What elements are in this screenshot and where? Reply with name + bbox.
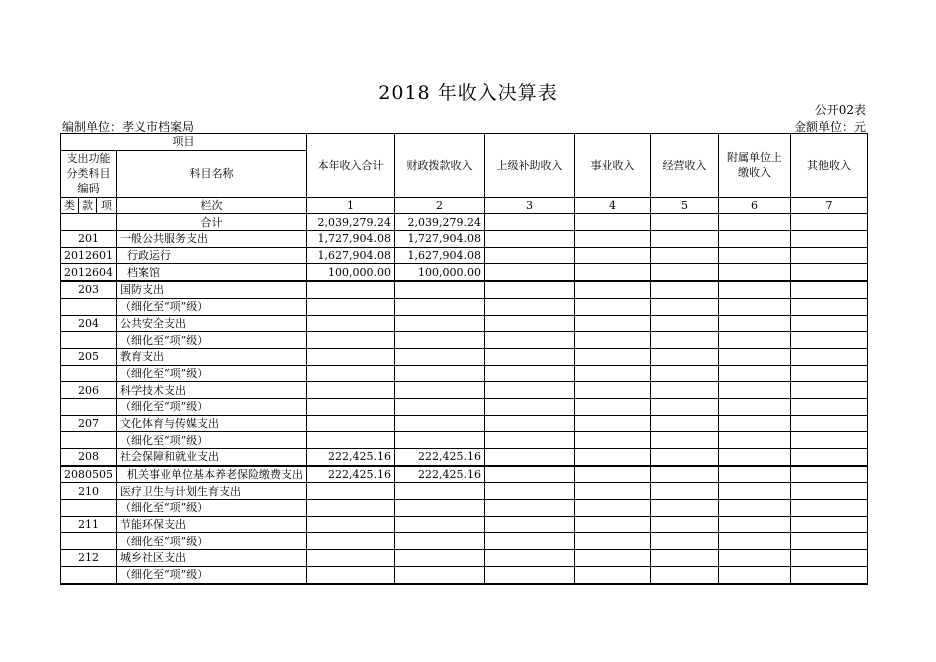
row-value-7 (791, 348, 868, 365)
row-code (61, 298, 117, 315)
total-label: 合计 (117, 214, 307, 231)
row-value-2 (395, 298, 485, 315)
header-func-code: 支出功能分类科目编码 (61, 150, 117, 197)
row-value-6 (719, 432, 791, 449)
row-value-3 (485, 247, 575, 264)
row-value-3 (485, 483, 575, 500)
row-value-1 (307, 533, 395, 550)
row-value-3 (485, 281, 575, 298)
row-value-1 (307, 483, 395, 500)
row-value-5 (651, 348, 719, 365)
row-value-3 (485, 348, 575, 365)
row-code (61, 500, 117, 517)
table-row (61, 533, 868, 550)
row-value-7 (791, 500, 868, 517)
compiling-unit: 编制单位：孝义市档案局 (62, 120, 195, 134)
row-value-2: 222,425.16 (395, 466, 485, 483)
table-row (61, 264, 868, 281)
row-code: 212 (61, 550, 117, 567)
row-subject-name: 社会保障和就业支出 (117, 449, 307, 466)
row-value-4 (575, 500, 651, 517)
row-value-7 (791, 365, 868, 382)
row-value-6 (719, 516, 791, 533)
row-value-4 (575, 264, 651, 281)
row-value-1: 1,627,904.08 (307, 247, 395, 264)
row-code: 210 (61, 483, 117, 500)
row-value-5 (651, 550, 719, 567)
row-value-3 (485, 382, 575, 399)
row-subject-name: 节能环保支出 (117, 516, 307, 533)
header-col-4: 事业收入 (575, 134, 651, 198)
row-value-6 (719, 566, 791, 583)
row-value-5 (651, 432, 719, 449)
row-value-2: 1,727,904.08 (395, 231, 485, 248)
row-value-5 (651, 566, 719, 583)
row-value-2 (395, 365, 485, 382)
header-col-2: 财政拨款收入 (395, 134, 485, 198)
row-value-4 (575, 415, 651, 432)
row-value-2 (395, 500, 485, 517)
row-value-7 (791, 550, 868, 567)
col-num-1: 1 (307, 197, 395, 214)
income-table (60, 133, 868, 585)
row-value-4 (575, 449, 651, 466)
total-value-1: 2,039,279.24 (307, 214, 395, 231)
row-subject-name: 一般公共服务支出 (117, 231, 307, 248)
row-subject-name: 行政运行 (117, 247, 307, 264)
row-value-4 (575, 332, 651, 349)
row-value-3 (485, 500, 575, 517)
row-code: 206 (61, 382, 117, 399)
row-value-3 (485, 398, 575, 415)
row-value-6 (719, 315, 791, 332)
row-value-4 (575, 281, 651, 298)
row-value-1: 222,425.16 (307, 449, 395, 466)
row-value-7 (791, 398, 868, 415)
row-value-2 (395, 516, 485, 533)
header-col-5: 经营收入 (651, 134, 719, 198)
row-code: 207 (61, 415, 117, 432)
row-value-6 (719, 466, 791, 483)
row-code: 201 (61, 231, 117, 248)
table-row (61, 247, 868, 264)
row-value-7 (791, 315, 868, 332)
row-code (61, 533, 117, 550)
col-num-7: 7 (791, 197, 868, 214)
row-value-1 (307, 298, 395, 315)
table-row (61, 281, 868, 298)
row-value-7 (791, 533, 868, 550)
row-code: 2012601 (61, 247, 117, 264)
row-value-5 (651, 247, 719, 264)
row-value-5 (651, 466, 719, 483)
row-value-7 (791, 247, 868, 264)
row-value-6 (719, 415, 791, 432)
row-value-7 (791, 231, 868, 248)
table-row (61, 566, 868, 583)
row-value-3 (485, 550, 575, 567)
table-row (61, 415, 868, 432)
table-row (61, 466, 868, 483)
row-value-3 (485, 365, 575, 382)
row-subject-name: 档案馆 (117, 264, 307, 281)
row-value-7 (791, 483, 868, 500)
row-code (61, 332, 117, 349)
row-value-1 (307, 566, 395, 583)
row-value-2 (395, 550, 485, 567)
row-value-4 (575, 432, 651, 449)
row-value-4 (575, 550, 651, 567)
row-value-1 (307, 500, 395, 517)
row-value-5 (651, 382, 719, 399)
row-value-3 (485, 298, 575, 315)
row-value-7 (791, 281, 868, 298)
total-value-3 (485, 214, 575, 231)
row-subject-name: 国防支出 (117, 281, 307, 298)
row-value-3 (485, 264, 575, 281)
row-value-2: 100,000.00 (395, 264, 485, 281)
row-value-6 (719, 500, 791, 517)
row-value-7 (791, 516, 868, 533)
row-value-6 (719, 231, 791, 248)
row-value-2 (395, 315, 485, 332)
row-value-6 (719, 550, 791, 567)
row-value-7 (791, 432, 868, 449)
row-value-6 (719, 247, 791, 264)
row-value-5 (651, 298, 719, 315)
row-value-2: 222,425.16 (395, 449, 485, 466)
row-value-1 (307, 365, 395, 382)
row-value-3 (485, 566, 575, 583)
row-value-1 (307, 348, 395, 365)
table-row (61, 348, 868, 365)
table-row (61, 315, 868, 332)
row-subject-name: （细化至“项”级） (117, 432, 307, 449)
row-value-6 (719, 483, 791, 500)
row-value-3 (485, 466, 575, 483)
row-value-1: 222,425.16 (307, 466, 395, 483)
header-xiang: 项 (97, 197, 117, 214)
total-value-5 (651, 214, 719, 231)
row-value-6 (719, 382, 791, 399)
row-value-7 (791, 382, 868, 399)
row-value-5 (651, 398, 719, 415)
table-row (61, 231, 868, 248)
row-subject-name: 公共安全支出 (117, 315, 307, 332)
col-num-3: 3 (485, 197, 575, 214)
row-value-5 (651, 533, 719, 550)
row-value-3 (485, 315, 575, 332)
row-value-1 (307, 432, 395, 449)
row-value-1 (307, 281, 395, 298)
row-value-2 (395, 432, 485, 449)
row-value-2 (395, 533, 485, 550)
row-code (61, 398, 117, 415)
col-num-4: 4 (575, 197, 651, 214)
row-value-3 (485, 332, 575, 349)
row-value-7 (791, 298, 868, 315)
amount-unit: 金额单位：元 (793, 120, 866, 134)
row-value-4 (575, 398, 651, 415)
row-value-2 (395, 382, 485, 399)
row-value-7 (791, 449, 868, 466)
row-value-2 (395, 415, 485, 432)
row-subject-name: 教育支出 (117, 348, 307, 365)
row-code: 204 (61, 315, 117, 332)
row-value-7 (791, 566, 868, 583)
table-row (61, 516, 868, 533)
row-value-4 (575, 483, 651, 500)
row-value-6 (719, 449, 791, 466)
row-value-4 (575, 533, 651, 550)
row-subject-name: （细化至“项”级） (117, 298, 307, 315)
header-col-7: 其他收入 (791, 134, 868, 198)
row-code (61, 432, 117, 449)
table-row (61, 365, 868, 382)
row-value-1: 1,727,904.08 (307, 231, 395, 248)
table-row (61, 550, 868, 567)
row-value-4 (575, 365, 651, 382)
row-value-5 (651, 332, 719, 349)
table-row (61, 449, 868, 466)
table-row (61, 432, 868, 449)
lanci-label: 栏次 (117, 197, 307, 214)
table-row (61, 382, 868, 399)
row-subject-name: （细化至“项”级） (117, 533, 307, 550)
row-value-7 (791, 466, 868, 483)
row-value-7 (791, 415, 868, 432)
row-value-6 (719, 264, 791, 281)
header-project: 项目 (61, 134, 307, 151)
row-code (61, 566, 117, 583)
row-value-4 (575, 315, 651, 332)
row-value-6 (719, 332, 791, 349)
row-value-1 (307, 415, 395, 432)
row-subject-name: 文化体育与传媒支出 (117, 415, 307, 432)
row-value-2 (395, 281, 485, 298)
header-col-6: 附属单位上缴收入 (719, 134, 791, 198)
table-row (61, 500, 868, 517)
row-value-1 (307, 398, 395, 415)
row-value-1 (307, 315, 395, 332)
row-value-3 (485, 449, 575, 466)
row-value-2 (395, 348, 485, 365)
total-value-6 (719, 214, 791, 231)
header-col-3: 上级补助收入 (485, 134, 575, 198)
row-subject-name: 城乡社区支出 (117, 550, 307, 567)
row-subject-name: 机关事业单位基本养老保险缴费支出 (117, 466, 307, 483)
row-code (61, 365, 117, 382)
row-subject-name: （细化至“项”级） (117, 500, 307, 517)
table-row (61, 483, 868, 500)
row-value-3 (485, 415, 575, 432)
row-subject-name: （细化至“项”级） (117, 332, 307, 349)
row-value-4 (575, 231, 651, 248)
row-value-5 (651, 500, 719, 517)
row-value-3 (485, 432, 575, 449)
col-num-6: 6 (719, 197, 791, 214)
table-row (61, 298, 868, 315)
header-col-1: 本年收入合计 (307, 134, 395, 198)
header-lei: 类 (61, 197, 79, 214)
row-value-6 (719, 348, 791, 365)
row-value-1 (307, 382, 395, 399)
row-value-7 (791, 332, 868, 349)
row-value-2 (395, 566, 485, 583)
row-code: 203 (61, 281, 117, 298)
row-value-2 (395, 332, 485, 349)
row-code: 205 (61, 348, 117, 365)
row-value-4 (575, 247, 651, 264)
row-subject-name: 医疗卫生与计划生育支出 (117, 483, 307, 500)
row-value-4 (575, 298, 651, 315)
row-value-1 (307, 332, 395, 349)
total-value-2: 2,039,279.24 (395, 214, 485, 231)
row-value-6 (719, 398, 791, 415)
row-value-3 (485, 231, 575, 248)
total-value-7 (791, 214, 868, 231)
row-value-2 (395, 398, 485, 415)
row-value-4 (575, 466, 651, 483)
row-value-5 (651, 264, 719, 281)
row-value-5 (651, 281, 719, 298)
row-value-5 (651, 449, 719, 466)
row-value-4 (575, 348, 651, 365)
row-value-1 (307, 550, 395, 567)
row-value-6 (719, 281, 791, 298)
row-value-7 (791, 264, 868, 281)
row-value-4 (575, 382, 651, 399)
row-code: 2080505 (61, 466, 117, 483)
row-value-5 (651, 315, 719, 332)
row-value-5 (651, 483, 719, 500)
row-value-5 (651, 365, 719, 382)
row-value-1 (307, 516, 395, 533)
col-num-2: 2 (395, 197, 485, 214)
row-subject-name: 科学技术支出 (117, 382, 307, 399)
row-code: 208 (61, 449, 117, 466)
row-value-4 (575, 516, 651, 533)
row-value-1: 100,000.00 (307, 264, 395, 281)
row-subject-name: （细化至“项”级） (117, 365, 307, 382)
header-kuan: 款 (79, 197, 97, 214)
row-value-6 (719, 298, 791, 315)
row-value-3 (485, 533, 575, 550)
table-row (61, 398, 868, 415)
lanci-row (61, 197, 868, 214)
table-row (61, 332, 868, 349)
row-value-3 (485, 516, 575, 533)
row-value-2 (395, 483, 485, 500)
row-value-2: 1,627,904.08 (395, 247, 485, 264)
total-value-4 (575, 214, 651, 231)
row-value-6 (719, 533, 791, 550)
row-value-4 (575, 566, 651, 583)
row-value-5 (651, 231, 719, 248)
row-value-5 (651, 516, 719, 533)
row-subject-name: （细化至“项”级） (117, 566, 307, 583)
row-value-6 (719, 365, 791, 382)
total-row (61, 214, 868, 231)
page-title: 2018 年收入决算表 (378, 82, 558, 104)
row-code: 2012604 (61, 264, 117, 281)
col-num-5: 5 (651, 197, 719, 214)
header-subject-name: 科目名称 (117, 150, 307, 197)
row-subject-name: （细化至“项”级） (117, 398, 307, 415)
row-value-5 (651, 415, 719, 432)
form-code: 公开02表 (814, 103, 866, 117)
header-row-1 (61, 134, 868, 151)
row-code: 211 (61, 516, 117, 533)
